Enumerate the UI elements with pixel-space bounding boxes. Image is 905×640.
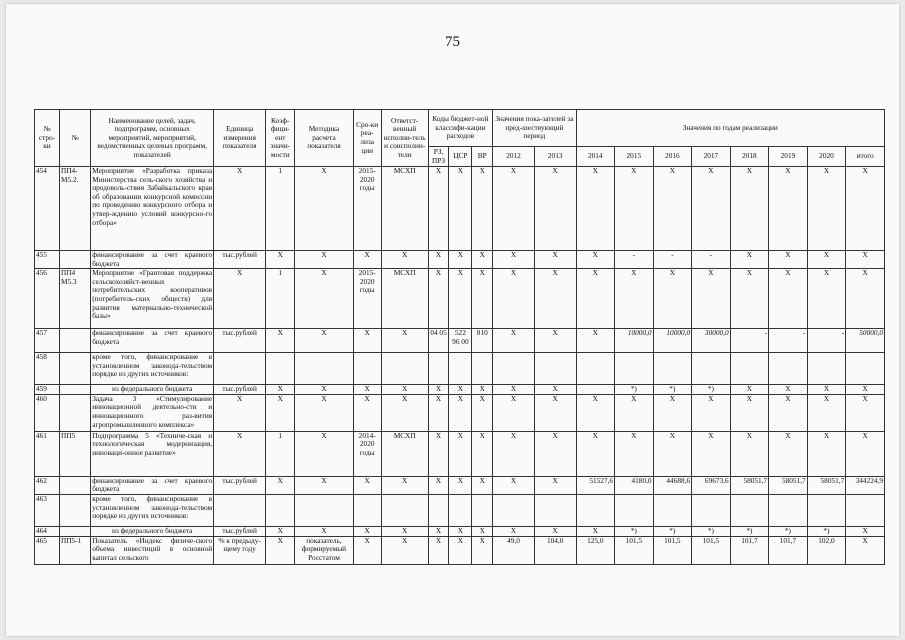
value-cell: Х (493, 269, 535, 329)
header-rz: РЗ, ПРЗ (428, 147, 449, 167)
value-cell: Х (846, 385, 885, 395)
responsible-cell: МСХП (381, 167, 428, 251)
empty-cell (449, 494, 472, 526)
program-indicators-table (34, 109, 885, 565)
row-number-cell: 461 (35, 431, 60, 476)
empty-cell (381, 353, 428, 385)
empty-cell (807, 353, 846, 385)
value-cell: Х (534, 167, 576, 251)
empty-cell (576, 353, 615, 385)
value-cell: 101,5 (653, 536, 692, 564)
value-cell: 101,7 (769, 536, 808, 564)
name-cell: Мероприятие «Разработка приказа Министерства сель-ского хозяйства и продоволь-ствия Забайкальского края об образовании конкурсной комиссии по проведению конкурсного отбора и утвер-ждению условий конкурсно-го отбора» (91, 167, 214, 251)
name-cell: финансирование за счет краевого бюджета (91, 329, 214, 353)
value-cell: Х (769, 431, 808, 476)
value-cell: - (692, 251, 731, 269)
value-cell: Х (534, 329, 576, 353)
document-page (6, 4, 899, 636)
code-cell (59, 329, 90, 353)
table-row (35, 329, 885, 353)
value-cell: Х (576, 251, 615, 269)
csr-cell: Х (449, 476, 472, 494)
table-row (35, 353, 885, 385)
value-cell: *) (653, 526, 692, 536)
vr-cell: Х (472, 536, 493, 564)
name-cell: Мероприятие «Грантовая поддержка сельскохозяйст-венных потребительских кооперативов (потребитель-ских обществ) для развития материально-технической базы» (91, 269, 214, 329)
responsible-cell: Х (381, 536, 428, 564)
value-cell: 344224,9 (846, 476, 885, 494)
value-cell: Х (576, 329, 615, 353)
header-method: Методика расчета показателя (295, 110, 353, 167)
table-row (35, 494, 885, 526)
term-cell: 2014-2020 годы (353, 431, 381, 476)
value-cell: 58051,7 (769, 476, 808, 494)
header-row-no: № стро-ки (35, 110, 60, 167)
value-cell: Х (615, 167, 654, 251)
value-cell: - (653, 251, 692, 269)
header-name: Наименование целей, задач, подпрограмм, основных мероприятий, мероприятий, ведомственных целевых программ, показателей (91, 110, 214, 167)
header-2018: 2018 (730, 147, 769, 167)
table-row (35, 167, 885, 251)
method-cell: Х (295, 394, 353, 431)
code-cell: ПП5 (59, 431, 90, 476)
empty-cell (353, 494, 381, 526)
value-cell: Х (807, 431, 846, 476)
csr-cell: Х (449, 167, 472, 251)
method-cell: Х (295, 476, 353, 494)
unit-cell: % к предыду-щему году (214, 536, 266, 564)
value-cell: Х (769, 167, 808, 251)
value-cell: Х (846, 251, 885, 269)
value-cell: *) (692, 385, 731, 395)
vr-cell: Х (472, 431, 493, 476)
header-term: Сро-ки реа-лиза ции (353, 110, 381, 167)
value-cell: 49,0 (493, 536, 535, 564)
row-number-cell: 455 (35, 251, 60, 269)
method-cell: Х (295, 526, 353, 536)
value-cell: 104,0 (534, 536, 576, 564)
method-cell: Х (295, 385, 353, 395)
code-cell (59, 251, 90, 269)
value-cell: Х (730, 431, 769, 476)
value-cell: *) (653, 385, 692, 395)
value-cell: Х (493, 394, 535, 431)
rz-cell: Х (428, 167, 449, 251)
row-number-cell: 462 (35, 476, 60, 494)
header-2017: 2017 (692, 147, 731, 167)
value-cell: 30000,0 (692, 329, 731, 353)
value-cell: 101,5 (692, 536, 731, 564)
coef-cell: 1 (266, 269, 295, 329)
empty-cell (472, 494, 493, 526)
empty-cell (295, 494, 353, 526)
code-cell (59, 476, 90, 494)
value-cell: *) (807, 526, 846, 536)
header-2012: 2012 (493, 147, 535, 167)
rz-cell: Х (428, 476, 449, 494)
value-cell: *) (615, 526, 654, 536)
unit-cell: Х (214, 269, 266, 329)
rz-cell: Х (428, 536, 449, 564)
vr-cell: 810 (472, 329, 493, 353)
value-cell: Х (692, 394, 731, 431)
term-cell: 2015-2020 годы (353, 269, 381, 329)
empty-cell (428, 353, 449, 385)
rz-cell: Х (428, 269, 449, 329)
value-cell: Х (769, 385, 808, 395)
csr-cell: Х (449, 536, 472, 564)
value-cell: - (807, 329, 846, 353)
responsible-cell: Х (381, 251, 428, 269)
empty-cell (214, 353, 266, 385)
coef-cell: 1 (266, 167, 295, 251)
unit-cell: тыс.рублей (214, 251, 266, 269)
coef-cell: Х (266, 329, 295, 353)
empty-cell (493, 494, 535, 526)
code-cell: ПП4-М5.2. (59, 167, 90, 251)
vr-cell: Х (472, 269, 493, 329)
name-cell: финансирование за счет краевого бюджета (92, 250, 213, 268)
page-number: 75 (445, 34, 460, 50)
value-cell: 69673,6 (692, 476, 731, 494)
value-cell: 58051,7 (807, 476, 846, 494)
row-number-cell: 457 (35, 329, 60, 353)
empty-cell (807, 494, 846, 526)
table-row (35, 269, 885, 329)
term-cell: Х (353, 476, 381, 494)
empty-cell (692, 353, 731, 385)
empty-cell (576, 494, 615, 526)
value-cell: 44688,6 (653, 476, 692, 494)
table-row (35, 536, 885, 564)
value-cell: Х (846, 526, 885, 536)
rz-cell: Х (428, 251, 449, 269)
value-cell: Х (576, 526, 615, 536)
row-number-cell: 465 (35, 536, 60, 564)
rz-cell: Х (428, 431, 449, 476)
header-2013: 2013 (534, 147, 576, 167)
coef-cell: Х (266, 536, 295, 564)
value-cell: Х (493, 385, 535, 395)
value-cell: Х (807, 385, 846, 395)
value-cell: Х (653, 269, 692, 329)
header-2019: 2019 (769, 147, 808, 167)
value-cell: Х (493, 431, 535, 476)
responsible-cell: МСХП (381, 431, 428, 476)
empty-cell (653, 353, 692, 385)
name-cell: из федерального бюджета (91, 526, 214, 536)
csr-cell: Х (449, 526, 472, 536)
value-cell: Х (534, 476, 576, 494)
value-cell: - (615, 251, 654, 269)
empty-cell (534, 353, 576, 385)
csr-cell: Х (449, 431, 472, 476)
name-cell: Показатель «Индекс физиче-ского объема инвестиций в основной капитал сельского (91, 536, 214, 564)
coef-cell: 1 (266, 431, 295, 476)
value-cell: Х (534, 526, 576, 536)
code-cell (59, 394, 90, 431)
empty-cell (449, 353, 472, 385)
name-cell: финансирование за счет краевого бюджета (92, 476, 213, 494)
vr-cell: Х (472, 476, 493, 494)
value-cell: Х (534, 269, 576, 329)
method-cell: Х (295, 269, 353, 329)
value-cell: Х (730, 269, 769, 329)
value-cell: Х (769, 269, 808, 329)
empty-cell (846, 494, 885, 526)
term-cell: Х (353, 385, 381, 395)
code-cell (59, 353, 90, 385)
value-cell: Х (769, 251, 808, 269)
responsible-cell: Х (381, 394, 428, 431)
csr-cell: Х (449, 394, 472, 431)
row-number-cell: 459 (35, 385, 60, 395)
value-cell: Х (846, 167, 885, 251)
coef-cell: Х (266, 385, 295, 395)
value-cell: Х (493, 167, 535, 251)
value-cell: *) (692, 526, 731, 536)
coef-cell: Х (266, 526, 295, 536)
value-cell: Х (534, 394, 576, 431)
value-cell (576, 385, 615, 395)
empty-cell (653, 494, 692, 526)
csr-cell: Х (449, 269, 472, 329)
vr-cell: Х (472, 394, 493, 431)
name-cell: кроме того, финансирование в установленном законода-тельством порядке из других источников: (91, 494, 214, 526)
value-cell: Х (807, 394, 846, 431)
name-cell: из федерального бюджета (91, 385, 214, 395)
vr-cell: Х (472, 385, 493, 395)
value-cell: 58051,7 (730, 476, 769, 494)
value-cell: 4180,0 (615, 476, 654, 494)
empty-cell (266, 494, 295, 526)
vr-cell: Х (472, 167, 493, 251)
method-cell: Х (295, 431, 353, 476)
value-cell: 10000,0 (615, 329, 654, 353)
vr-cell: Х (472, 526, 493, 536)
code-cell (59, 385, 90, 395)
header-csr: ЦСР (449, 147, 472, 167)
value-cell: Х (730, 394, 769, 431)
table-row (35, 394, 885, 431)
value-cell: - (730, 329, 769, 353)
value-cell: Х (534, 431, 576, 476)
value-cell: 102,0 (807, 536, 846, 564)
value-cell: Х (615, 431, 654, 476)
value-cell: Х (576, 167, 615, 251)
empty-cell (769, 494, 808, 526)
row-number-cell: 456 (35, 269, 60, 329)
rz-cell: 04 05 (428, 329, 449, 353)
value-cell: Х (730, 167, 769, 251)
responsible-cell: Х (381, 526, 428, 536)
row-number-cell: 464 (35, 526, 60, 536)
value-cell: 10000,0 (653, 329, 692, 353)
unit-cell: тыс.рублей (214, 476, 266, 494)
value-cell: Х (846, 269, 885, 329)
table-row (35, 251, 885, 269)
value-cell: Х (493, 476, 535, 494)
value-cell: Х (653, 394, 692, 431)
row-number-cell: 463 (35, 494, 60, 526)
value-cell: Х (576, 431, 615, 476)
empty-cell (295, 353, 353, 385)
value-cell: Х (692, 167, 731, 251)
empty-cell (428, 494, 449, 526)
responsible-cell: Х (381, 385, 428, 395)
value-cell: 101,5 (615, 536, 654, 564)
name-cell: Задача 3 «Стимулирование инновационной деятельно-сти и инновационного раз-вития агропромышленного комплекса» (91, 394, 214, 431)
header-years-values: Значения по годам реализации (576, 110, 884, 147)
rz-cell: Х (428, 526, 449, 536)
empty-cell (692, 494, 731, 526)
header-2014: 2014 (576, 147, 615, 167)
value-cell: Х (615, 269, 654, 329)
value-cell: Х (807, 269, 846, 329)
term-cell: 2015-2020 годы (353, 167, 381, 251)
unit-cell: тыс.рублей (214, 385, 266, 395)
method-cell: Х (295, 167, 353, 251)
value-cell: *) (730, 526, 769, 536)
unit-cell: Х (214, 431, 266, 476)
header-responsible: Ответст-венный исполни-тель и соисполни-тели (381, 110, 428, 167)
value-cell: Х (730, 385, 769, 395)
vr-cell: Х (472, 251, 493, 269)
code-cell (59, 526, 90, 536)
value-cell: Х (493, 251, 535, 269)
csr-cell: Х (449, 385, 472, 395)
value-cell: Х (576, 269, 615, 329)
value-cell: Х (846, 394, 885, 431)
empty-cell (534, 494, 576, 526)
value-cell: 51527,6 (576, 476, 615, 494)
value-cell: Х (653, 167, 692, 251)
row-number-cell: 460 (35, 394, 60, 431)
term-cell: Х (353, 251, 381, 269)
unit-cell: Х (214, 394, 266, 431)
unit-cell: тыс.рублей (214, 526, 266, 536)
empty-cell (730, 353, 769, 385)
value-cell: Х (692, 269, 731, 329)
value-cell: - (769, 329, 808, 353)
value-cell: *) (769, 526, 808, 536)
empty-cell (472, 353, 493, 385)
row-number-cell: 458 (35, 353, 60, 385)
code-cell: ПП4 М5.3 (59, 269, 90, 329)
value-cell: Х (769, 394, 808, 431)
method-cell: Х (295, 329, 353, 353)
responsible-cell: МСХП (381, 269, 428, 329)
empty-cell (381, 494, 428, 526)
empty-cell (846, 353, 885, 385)
header-total: итого (846, 147, 885, 167)
header-vr: ВР (472, 147, 493, 167)
term-cell: Х (353, 526, 381, 536)
unit-cell: тыс.рублей (214, 329, 266, 353)
empty-cell (615, 494, 654, 526)
value-cell: Х (615, 394, 654, 431)
empty-cell (493, 353, 535, 385)
empty-cell (266, 353, 295, 385)
header-2015: 2015 (615, 147, 654, 167)
method-cell: Х (295, 251, 353, 269)
empty-cell (615, 353, 654, 385)
value-cell: Х (493, 526, 535, 536)
empty-cell (730, 494, 769, 526)
table-row (35, 476, 885, 494)
row-number-cell: 454 (35, 167, 60, 251)
code-cell: ПП5-1 (59, 536, 90, 564)
coef-cell: Х (266, 251, 295, 269)
responsible-cell: Х (381, 329, 428, 353)
value-cell: Х (534, 251, 576, 269)
empty-cell (769, 353, 808, 385)
value-cell: Х (493, 329, 535, 353)
header-budget-codes: Коды бюджет-ной классифи-кации расходов (428, 110, 493, 147)
responsible-cell: Х (381, 476, 428, 494)
rz-cell: Х (428, 394, 449, 431)
name-cell: Подпрограмма 5 «Техниче-ская и технологическая модернизация, инноваци-онное развитие» (91, 431, 214, 476)
code-cell (59, 494, 90, 526)
header-unit: Единица измерения показателя (214, 110, 266, 167)
csr-cell: Х (449, 251, 472, 269)
value-cell: Х (692, 431, 731, 476)
value-cell: Х (576, 394, 615, 431)
header-prev-values: Значения пока-зателей за пред-шествующий период (493, 110, 576, 147)
value-cell: Х (653, 431, 692, 476)
method-cell: показатель, формируемый Росстатом (295, 536, 353, 564)
unit-cell: Х (214, 167, 266, 251)
value-cell: Х (807, 251, 846, 269)
value-cell: 125,0 (576, 536, 615, 564)
csr-cell: 522 96 00 (449, 329, 472, 353)
value-cell: 50000,0 (846, 329, 885, 353)
header-coef: Коэф-фици-ент значи-мости (266, 110, 295, 167)
header-code: № (59, 110, 90, 167)
empty-cell (353, 353, 381, 385)
name-cell: кроме того, финансирование в установленном законода-тельством порядке из других источников: (91, 353, 214, 385)
term-cell: Х (353, 329, 381, 353)
value-cell: 101,7 (730, 536, 769, 564)
value-cell: *) (615, 385, 654, 395)
rz-cell: Х (428, 385, 449, 395)
value-cell: Х (846, 431, 885, 476)
empty-cell (214, 494, 266, 526)
header-2020: 2020 (807, 147, 846, 167)
value-cell: Х (534, 385, 576, 395)
term-cell: Х (353, 536, 381, 564)
value-cell: Х (730, 251, 769, 269)
header-2016: 2016 (653, 147, 692, 167)
value-cell: Х (807, 167, 846, 251)
coef-cell: Х (266, 476, 295, 494)
table-row (35, 526, 885, 536)
table-row (35, 385, 885, 395)
table-row (35, 431, 885, 476)
value-cell: Х (846, 536, 885, 564)
term-cell: Х (353, 394, 381, 431)
coef-cell: Х (266, 394, 295, 431)
